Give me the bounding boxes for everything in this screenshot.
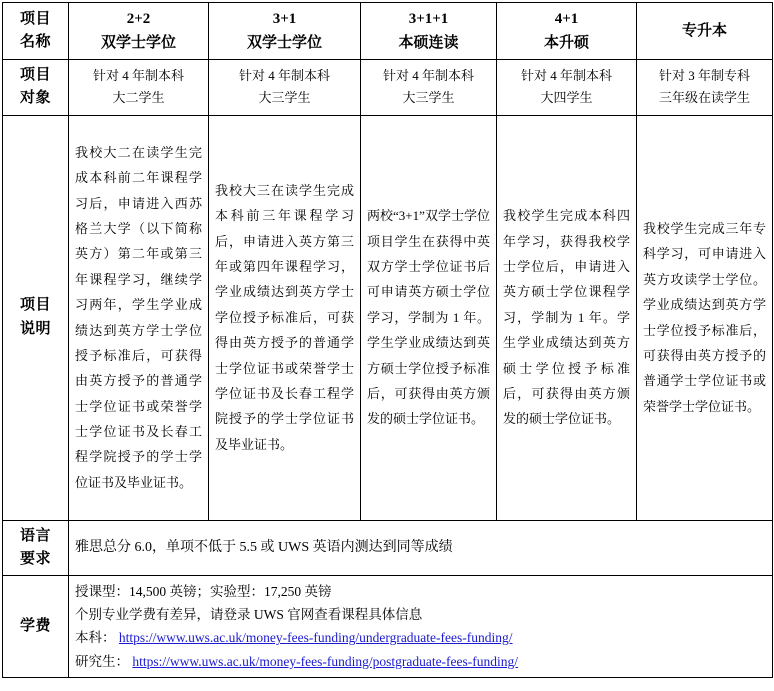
description-cell-0: 我校大二在读学生完成本科前二年课程学习后，申请进入西苏格兰大学（以下简称英方）第二年或第三年课程学习，继续学习两年，学生学业成绩达到英方学士学位授予标准后，可获得由英方授予的普通学士学位证书或荣誉学士学位证书及长春工程学院授予的学士学位证书及毕业证书。	[69, 115, 209, 520]
table-row-project-description	[3, 115, 773, 520]
tuition-link-row-0	[75, 626, 766, 649]
description-cell-2: 两校“3+1”双学士学位项目学生在获得中英双方学士学位证书后可申请英方硕士学位学习，学制为 1 年。学生学业成绩达到英方硕士学位授予标准后，可获得由英方颁发的硕士学位证书。	[361, 115, 497, 520]
table-row-project-name	[3, 3, 773, 60]
description-cell-3: 我校学生完成本科四年学习，获得我校学士学位后，申请进入英方硕士学位课程学习，学制为 1 年。学生学业成绩达到英方硕士学位授予标准后，可获得由英方颁发的硕士学位证书。	[497, 115, 637, 520]
table-row-tuition	[3, 576, 773, 678]
row-label-project-description: 项目 说明	[3, 115, 69, 520]
program-header-2: 3+1+1 本硕连读	[361, 3, 497, 60]
target-cell-2: 针对 4 年制本科 大三学生	[361, 60, 497, 116]
row-label-language: 语言 要求	[3, 520, 69, 576]
tuition-link-label-1: 研究生：	[75, 653, 129, 669]
target-cell-1: 针对 4 年制本科 大三学生	[209, 60, 361, 116]
description-cell-1: 我校大三在读学生完成本科前三年课程学习后，申请进入英方第三年或第四年课程学习，学业成绩达到英方学士学位授予标准后，可获得由英方授予的普通学士学位证书或荣誉学士学位证书及长春工程学院授予的学士学位证书及毕业证书。	[209, 115, 361, 520]
description-cell-4: 我校学生完成三年专科学习，可申请进入英方攻读学士学位。学业成绩达到英方学士学位授予标准后，可获得由英方授予的普通学士学位证书或荣誉学士学位证书。	[637, 115, 773, 520]
program-header-1: 3+1 双学士学位	[209, 3, 361, 60]
undergraduate-fees-link[interactable]: https://www.uws.ac.uk/money-fees-funding/undergraduate-fees-funding/	[118, 630, 513, 646]
document-page	[0, 2, 774, 691]
tuition-cell	[69, 576, 773, 678]
program-header-4: 专升本	[637, 3, 773, 60]
tuition-line-1: 个别专业学费有差异，请登录 UWS 官网查看课程具体信息	[75, 607, 423, 623]
tuition-link-row-1	[75, 650, 766, 673]
table-row-language-requirement	[3, 520, 773, 576]
tuition-link-label-0: 本科：	[75, 630, 116, 646]
row-label-project-name: 项目 名称	[3, 3, 69, 60]
postgraduate-fees-link[interactable]: https://www.uws.ac.uk/money-fees-funding/postgraduate-fees-funding/	[132, 653, 519, 669]
target-cell-4: 针对 3 年制专科 三年级在读学生	[637, 60, 773, 116]
target-cell-0: 针对 4 年制本科 大二学生	[69, 60, 209, 116]
language-requirement-cell: 雅思总分 6.0，单项不低于 5.5 或 UWS 英语内测达到同等成绩	[69, 520, 773, 576]
row-label-project-target: 项目 对象	[3, 60, 69, 116]
table-row-project-target	[3, 60, 773, 116]
target-cell-3: 针对 4 年制本科 大四学生	[497, 60, 637, 116]
program-header-3: 4+1 本升硕	[497, 3, 637, 60]
tuition-line-0: 授课型：14,500 英镑；实验型：17,250 英镑	[75, 584, 332, 599]
program-header-0: 2+2 双学士学位	[69, 3, 209, 60]
programs-table	[2, 2, 773, 678]
row-label-tuition: 学费	[3, 576, 69, 678]
